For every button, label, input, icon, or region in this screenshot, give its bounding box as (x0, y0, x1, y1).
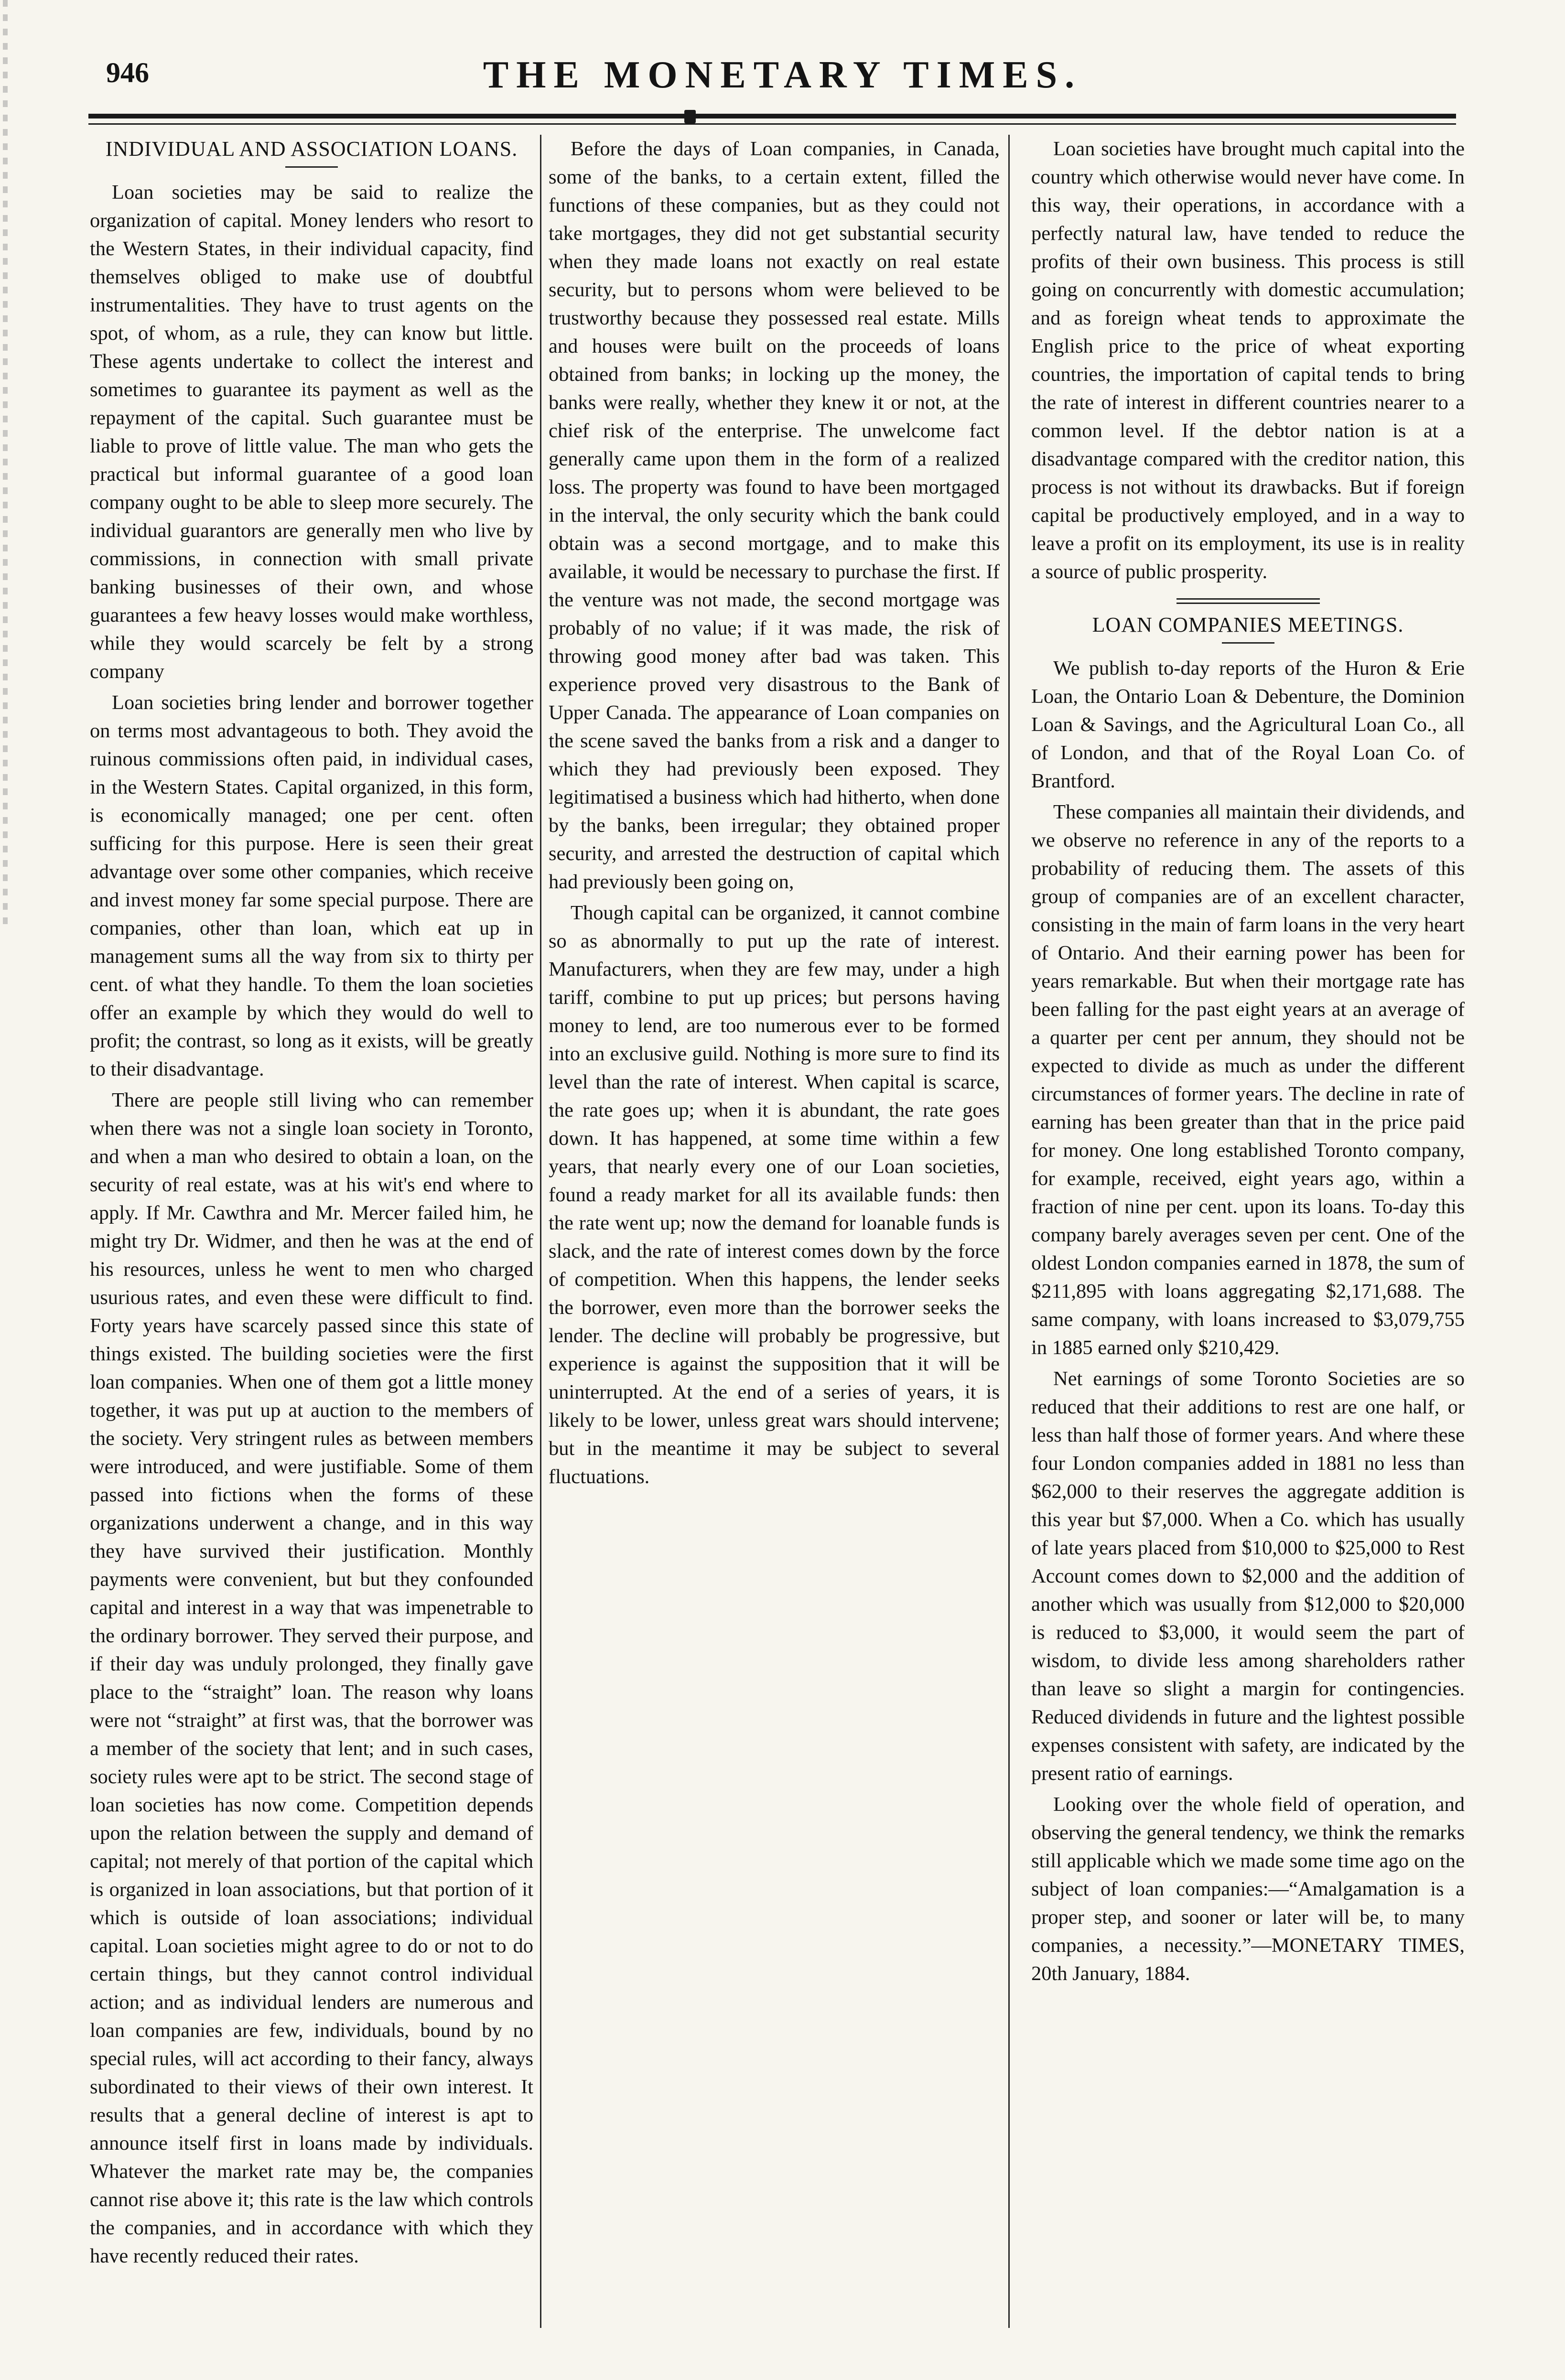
paragraph: Before the days of Loan companies, in Canada, some of the banks, to a certain extent, filled the functions of these companies, but as they could not take mortgages, they did not get substantial security when they made loans not exactly on real estate security, but to persons whom were believed to be trustworthy because they possessed real estate. Mills and houses were built on the proceeds of loans obtained from banks; in locking up the money, the banks were really, whether they knew it or not, at the chief risk of the enterprise. The unwelcome fact generally came upon them in the form of a realized loss. The property was found to have been mortgaged in the interval, the only security which the bank could obtain was a second mortgage, and to make this available, it would be necessary to purchase the first. If the venture was not made, the second mortgage was probably of no value; if it was made, the risk of throwing good money after bad was taken. This experience proved very disastrous to the Bank of Upper Canada. The appearance of Loan companies on the scene saved the banks from a risk and a danger to which they had previously been exposed. They legitimatised a business which had hitherto, when done by the banks, been irregular; they obtained proper security, and arrested the destruction of capital which had previously been going on, (549, 138, 1000, 893)
paragraph: Loan societies bring lender and borrower together on terms most advantageous to both. They avoid the ruinous commissions often paid, in individual cases, in the Western States. Capital organized, in this form, is economically managed; one per cent. often sufficing for this purpose. Here is seen their great advantage over some other companies, which receive and invest money far some special purpose. There are companies, other than loan, which eat up in management sums all the way from six to thirty per cent. of what they handle. To them the loan societies offer an example by which they would do well to profit; the contrast, so long as it exists, will be greatly to their disadvantage. (90, 691, 533, 1080)
paragraph: These companies all maintain their dividends, and we observe no reference in any of the reports to a probability of reducing them. The assets of this group of companies are of an excellent character, consisting in the main of farm loans in the very heart of Ontario. And their earning power has been for years remarkable. But when their mortgage rate has been falling for the past eight years at an average of a quarter per cent per annum, they should not be expected to divide as much as under the different circumstances of former years. The decline in rate of earning has been greater than that in the price paid for money. One long established Toronto company, for example, received, eight years ago, within a fraction of nine per cent. upon its loans. To-day this company barely averages seven per cent. One of the oldest London companies earned in 1878, the sum of $211,895 with loans aggregating $2,171,688. The same company, with loans increased to $3,079,755 in 1885 earned only $210,429. (1031, 801, 1465, 1359)
header-rule-ornament (684, 110, 696, 123)
title-rule (1222, 642, 1274, 644)
paragraph: There are people still living who can remember when there was not a single loan society in Toronto, and when a man who desired to obtain a loan, on the security of real estate, was at his wit's end where to apply. If Mr. Cawthra and Mr. Mercer failed him, he might try Dr. Widmer, and then he was at the end of his resources, unless he went to men who charged usurious rates, and even these were difficult to find. Forty years have scarcely passed since this state of things existed. The building societies were the first loan companies. When one of them got a little money together, it was put up at auction to the members of the society. Very stringent rules as between members were introduced, and were justifiable. Some of them passed into fictions when the forms of these organizations underwent a change, and in this way they have survived their justification. Monthly payments were convenient, but but they confounded capital and interest in a way that was impenetrable to the ordinary borrower. They served their purpose, and if their day was unduly prolonged, they finally gave place to the “straight” loan. The reason why loans were not “straight” at first was, that the borrower was a member of the society that lent; and in such cases, society rules were apt to be strict. The second stage of loan societies has now come. Competition depends upon the relation between the supply and demand of capital; not merely of that portion of the capital which is organized in loan associations, but that portion of it which is outside of loan associations; individual capital. Loan societies might agree to do or not to do certain things, but they cannot control individual action; and as individual lenders are numerous and loan companies are few, individuals, bound by no special rules, will act according to their fancy, always subordinated to their views of their own interest. It results that a general decline of interest is apt to announce itself first in loans made by individuals. Whatever the market rate may be, the companies cannot rise above it; this rate is the law which controls the companies, and in accordance with which they have recently reduced their rates. (90, 1089, 533, 2267)
column-divider (1008, 135, 1010, 2328)
title-rule (285, 166, 338, 168)
article-title: INDIVIDUAL AND ASSOCIATION LOANS. (105, 137, 518, 161)
paragraph: Loan societies may be said to realize the organization of capital. Money lenders who resort to the Western States, in their individual capacity, find themselves obliged to make use of doubtful instrumentalities. They have to trust agents on the spot, of whom, as a rule, they can know but little. These agents undertake to collect the interest and sometimes to guarantee its payment as well as the repayment of the capital. Such guarantee must be liable to prove of little value. The man who gets the practical but informal guarantee of a good loan company ought to be able to sleep more securely. The individual guarantors are generally men who live by commissions, in connection with small private banking businesses of their own, and whose guarantees a few heavy losses would make worthless, while they would scarcely be felt by a strong company (90, 181, 533, 683)
header-rule (88, 114, 1456, 118)
paragraph: Looking over the whole field of operation, and observing the general tendency, we think the remarks still applicable which we made some time ago on the subject of loan companies:—“Amalgamation is a proper step, and sooner or later will be, to many companies, a necessity.”—MONETARY TIMES, 20th January, 1884. (1031, 1793, 1465, 1985)
paragraph: We publish to-day reports of the Huron & Erie Loan, the Ontario Loan & Debenture, the Dominion Loan & Savings, and the Agricultural Loan Co., all of London, and that of the Royal Loan Co. of Brantford. (1031, 657, 1465, 792)
masthead: THE MONETARY TIMES. (483, 54, 1082, 96)
column-divider (540, 135, 541, 2328)
paragraph: Net earnings of some Toronto Societies are so reduced that their additions to rest are one half, or less than half those of former years. And where these four London companies added in 1881 no less than $62,000 to their reserves the aggregate addition is this year but $7,000. When a Co. which has usually of late years placed from $10,000 to $25,000 to Rest Account comes down to $2,000 and the addition of another which was usually from $12,000 to $20,000 is reduced to $3,000, it would seem the part of wisdom, to divide less among shareholders rather than leave so slight a margin for contingencies. Reduced dividends in future and the lightest possible expenses consistent with safety, are indicated by the present ratio of earnings. (1031, 1368, 1465, 1785)
header-rule-thin (88, 123, 1456, 125)
article-title: LOAN COMPANIES MEETINGS. (1092, 613, 1404, 636)
column-3 (1031, 135, 1465, 2328)
page-number: 946 (106, 57, 149, 88)
paragraph: Though capital can be organized, it cannot combine so as abnormally to put up the rate of interest. Manufacturers, when they are few may, under a high tariff, combine to put up prices; but persons having money to lend, are too numerous ever to be formed into an exclusive guild. Nothing is more sure to find its level than the rate of interest. When capital is scarce, the rate goes up; when it is abundant, the rate goes down. It has happened, at some time within a few years, that nearly every one of our Loan societies, found a ready market for all its available funds: then the rate went up; now the demand for loanable funds is slack, and the rate of interest comes down by the force of competition. When this happens, the lender seeks the borrower, even more than the borrower seeks the lender. The decline will probably be progressive, but experience is against the supposition that it will be uninterrupted. At the end of a series of years, it is likely to be lower, unless great wars should intervene; but in the meantime it may be subject to several fluctuations. (549, 902, 1000, 1488)
paragraph: Loan societies have brought much capital into the country which otherwise would never have come. In this way, their operations, in accordance with a perfectly natural law, have tended to reduce the profits of their own business. This process is still going on concurrently with domestic accumulation; and as foreign wheat tends to approximate the English price to the price of wheat exporting countries, the importation of capital tends to bring the rate of interest in different countries nearer to a common level. If the debtor nation is at a disadvantage compared with the creditor nation, this process is not without its drawbacks. But if foreign capital be productively employed, and in a way to leave a profit on its employment, its use is in reality a source of public prosperity. (1031, 138, 1465, 583)
column-2 (549, 135, 1000, 2328)
column-1 (90, 135, 533, 2328)
section-rule (1176, 598, 1320, 604)
binding-edge (3, 0, 8, 932)
